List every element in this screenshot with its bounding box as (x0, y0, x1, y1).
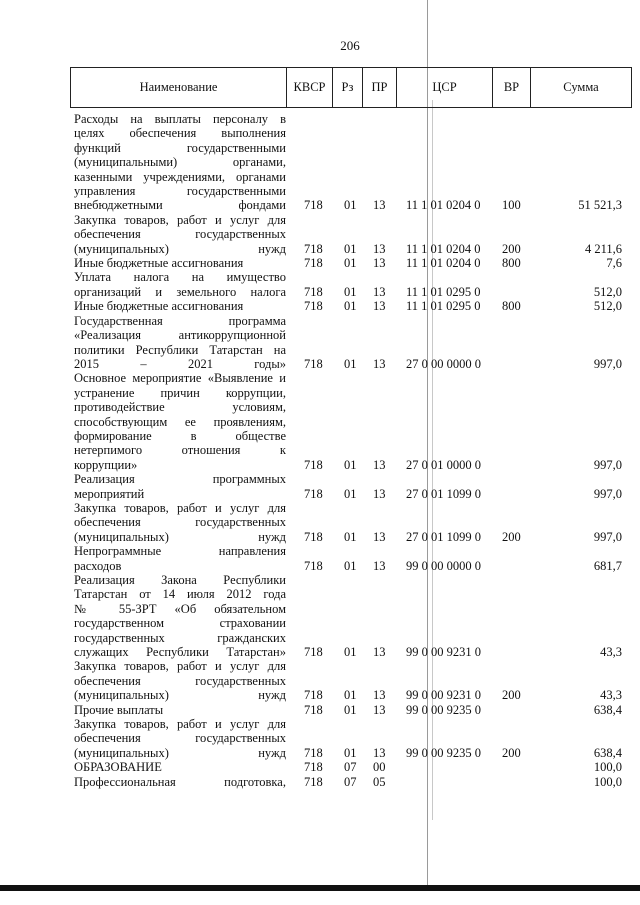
row-name-line: Профессиональная подготовка, (74, 774, 286, 789)
row-pr: 00 (373, 760, 386, 775)
row-name (74, 544, 286, 573)
row-vr: 200 (502, 745, 521, 760)
row-name-line: «Реализация антикоррупционной (74, 328, 286, 343)
row-kvsr: 718 (304, 702, 323, 717)
table-row (0, 270, 640, 299)
row-csr: 99 0 00 9231 0 (406, 645, 481, 660)
row-name-line: (муниципальных) нужд (74, 688, 286, 703)
row-name-line: организаций и земельного налога (74, 284, 286, 299)
row-csr: 99 0 00 9235 0 (406, 702, 481, 717)
row-sum: 997,0 (593, 529, 622, 544)
row-rz: 01 (344, 284, 357, 299)
row-vr: 800 (502, 299, 521, 314)
row-kvsr: 718 (304, 241, 323, 256)
row-name-line: Закупка товаров, работ и услуг для (74, 659, 286, 674)
table-row (0, 371, 640, 472)
row-name-line: Государственная программа (74, 313, 286, 328)
row-name-line: (муниципальными) органами, (74, 155, 286, 170)
row-name (74, 573, 286, 659)
row-name-line: Прочие выплаты (74, 702, 164, 717)
row-sum: 681,7 (593, 558, 622, 573)
row-pr: 13 (373, 256, 386, 271)
row-sum: 43,3 (600, 645, 622, 660)
row-pr: 13 (373, 702, 386, 717)
row-pr: 13 (373, 198, 386, 213)
row-name (74, 775, 286, 789)
header-sum: Сумма (563, 80, 599, 94)
table-body (0, 112, 640, 789)
row-name (74, 659, 286, 702)
table-row (0, 573, 640, 659)
row-name-line: управления государственными (74, 184, 286, 199)
row-vr: 100 (502, 198, 521, 213)
row-kvsr: 718 (304, 299, 323, 314)
row-name-line: мероприятий (74, 486, 145, 501)
row-vr: 800 (502, 256, 521, 271)
row-name-line: государственном страховании (74, 616, 286, 631)
row-name-line: Реализация Закона Республики (74, 573, 286, 587)
row-name-line: ОБРАЗОВАНИЕ (74, 760, 162, 775)
table-row (0, 501, 640, 544)
row-name-line: обеспечения государственных (74, 673, 286, 688)
row-sum: 997,0 (593, 486, 622, 501)
table-row (0, 314, 640, 372)
row-name-line: политики Республики Татарстан на (74, 342, 286, 357)
row-pr: 13 (373, 486, 386, 501)
row-name-line: казенными учреждениями, органами (74, 169, 286, 184)
row-name-line: Основное мероприятие «Выявление и (74, 371, 286, 386)
row-name (74, 299, 286, 313)
row-kvsr: 718 (304, 198, 323, 213)
row-name-line: обеспечения государственных (74, 227, 286, 242)
row-rz: 01 (344, 241, 357, 256)
row-name-line: Иные бюджетные ассигнования (74, 256, 244, 271)
table-row (0, 112, 640, 213)
row-name-line: функций государственными (74, 140, 286, 155)
row-pr: 13 (373, 645, 386, 660)
row-name-line: государственных гражданских (74, 630, 286, 645)
row-rz: 01 (344, 745, 357, 760)
row-csr: 11 1 01 0295 0 (406, 284, 481, 299)
row-name (74, 472, 286, 501)
row-name-line: Закупка товаров, работ и услуг для (74, 500, 286, 515)
row-name-line: Расходы на выплаты персоналу в (74, 112, 286, 126)
row-kvsr: 718 (304, 745, 323, 760)
row-name-line: внебюджетными фондами (74, 198, 286, 213)
row-vr: 200 (502, 688, 521, 703)
row-name-line: (муниципальных) нужд (74, 745, 286, 760)
table-row (0, 775, 640, 789)
row-sum: 7,6 (606, 256, 622, 271)
row-rz: 01 (344, 688, 357, 703)
row-rz: 07 (344, 774, 357, 789)
row-name-line: (муниципальных) нужд (74, 529, 286, 544)
row-name-line: Иные бюджетные ассигнования (74, 299, 244, 314)
row-name (74, 112, 286, 213)
row-rz: 07 (344, 760, 357, 775)
row-rz: 01 (344, 558, 357, 573)
table-row (0, 703, 640, 717)
table-row (0, 213, 640, 256)
table-row (0, 299, 640, 313)
row-csr: 11 1 01 0204 0 (406, 241, 481, 256)
row-vr: 200 (502, 529, 521, 544)
row-csr: 99 0 00 0000 0 (406, 558, 481, 573)
row-pr: 13 (373, 299, 386, 314)
row-vr: 200 (502, 241, 521, 256)
scan-border (0, 885, 640, 891)
row-sum: 997,0 (593, 356, 622, 371)
row-kvsr: 718 (304, 760, 323, 775)
header-vr: ВР (493, 68, 531, 107)
row-name (74, 314, 286, 372)
row-name (74, 717, 286, 760)
row-name (74, 213, 286, 256)
row-rz: 01 (344, 486, 357, 501)
row-pr: 13 (373, 457, 386, 472)
header-csr: ЦСР (397, 68, 493, 107)
row-name-line: (муниципальных) нужд (74, 241, 286, 256)
table-row (0, 760, 640, 774)
row-name-line: формирование в обществе (74, 428, 286, 443)
row-csr: 11 1 01 0204 0 (406, 198, 481, 213)
page-number: 206 (340, 38, 360, 53)
row-sum: 512,0 (593, 299, 622, 314)
row-pr: 05 (373, 774, 386, 789)
row-kvsr: 718 (304, 529, 323, 544)
row-csr: 99 0 00 9235 0 (406, 745, 481, 760)
row-kvsr: 718 (304, 457, 323, 472)
row-rz: 01 (344, 702, 357, 717)
header-rz: Рз (333, 68, 363, 107)
row-name (74, 371, 286, 472)
row-name-line: обеспечения государственных (74, 515, 286, 530)
row-name-line: Татарстан от 14 июля 2012 года (74, 587, 286, 602)
row-name (74, 760, 286, 774)
header-kvsr: КВСР (287, 68, 333, 107)
row-kvsr: 718 (304, 774, 323, 789)
row-name (74, 270, 286, 299)
row-name-line: служащих Республики Татарстан» (74, 645, 286, 660)
row-pr: 13 (373, 241, 386, 256)
row-csr: 27 0 01 1099 0 (406, 486, 481, 501)
row-name-line: Закупка товаров, работ и услуг для (74, 212, 286, 227)
table-row (0, 256, 640, 270)
header-pr: ПР (363, 68, 397, 107)
row-pr: 13 (373, 745, 386, 760)
row-sum: 638,4 (593, 745, 622, 760)
row-rz: 01 (344, 356, 357, 371)
row-name-line: противодействие условиям, (74, 400, 286, 415)
row-sum: 638,4 (593, 702, 622, 717)
row-sum: 100,0 (593, 774, 622, 789)
row-name-line: коррупции» (74, 457, 138, 472)
row-name (74, 703, 286, 717)
header-name: Наименование (71, 68, 287, 107)
row-rz: 01 (344, 529, 357, 544)
row-sum: 43,3 (600, 688, 622, 703)
row-name-line: нетерпимого отношения к (74, 443, 286, 458)
row-pr: 13 (373, 284, 386, 299)
row-sum: 512,0 (593, 284, 622, 299)
row-rz: 01 (344, 645, 357, 660)
row-csr: 27 0 00 0000 0 (406, 356, 481, 371)
row-csr: 99 0 00 9231 0 (406, 688, 481, 703)
row-name-line: способствующим ее проявлениям, (74, 414, 286, 429)
row-kvsr: 718 (304, 284, 323, 299)
row-csr: 11 1 01 0295 0 (406, 299, 481, 314)
row-csr: 27 0 01 0000 0 (406, 457, 481, 472)
row-rz: 01 (344, 299, 357, 314)
row-pr: 13 (373, 529, 386, 544)
row-name-line: Уплата налога на имущество (74, 270, 286, 285)
row-rz: 01 (344, 457, 357, 472)
row-csr: 11 1 01 0204 0 (406, 256, 481, 271)
row-pr: 13 (373, 558, 386, 573)
table-row (0, 659, 640, 702)
row-name (74, 256, 286, 270)
row-name-line: расходов (74, 558, 122, 573)
row-name-line: 2015 – 2021 годы» (74, 356, 286, 371)
row-name-line: целях обеспечения выполнения (74, 126, 286, 141)
row-pr: 13 (373, 356, 386, 371)
row-name (74, 501, 286, 544)
row-kvsr: 718 (304, 645, 323, 660)
row-kvsr: 718 (304, 688, 323, 703)
table-row (0, 717, 640, 760)
row-name-line: обеспечения государственных (74, 731, 286, 746)
row-name-line: Закупка товаров, работ и услуг для (74, 717, 286, 732)
row-sum: 4 211,6 (584, 241, 622, 256)
row-kvsr: 718 (304, 356, 323, 371)
row-name-line: Реализация программных (74, 472, 286, 487)
row-sum: 100,0 (593, 760, 622, 775)
row-kvsr: 718 (304, 486, 323, 501)
table-header (70, 67, 632, 108)
row-rz: 01 (344, 198, 357, 213)
table-row (0, 544, 640, 573)
table-row (0, 472, 640, 501)
row-name-line: № 55-ЗРТ «Об обязательном (74, 601, 286, 616)
row-sum: 997,0 (593, 457, 622, 472)
row-name-line: устранение причин коррупции, (74, 385, 286, 400)
row-rz: 01 (344, 256, 357, 271)
row-csr: 27 0 01 1099 0 (406, 529, 481, 544)
row-sum: 51 521,3 (578, 198, 622, 213)
row-kvsr: 718 (304, 256, 323, 271)
row-kvsr: 718 (304, 558, 323, 573)
row-pr: 13 (373, 688, 386, 703)
row-name-line: Непрограммные направления (74, 544, 286, 559)
